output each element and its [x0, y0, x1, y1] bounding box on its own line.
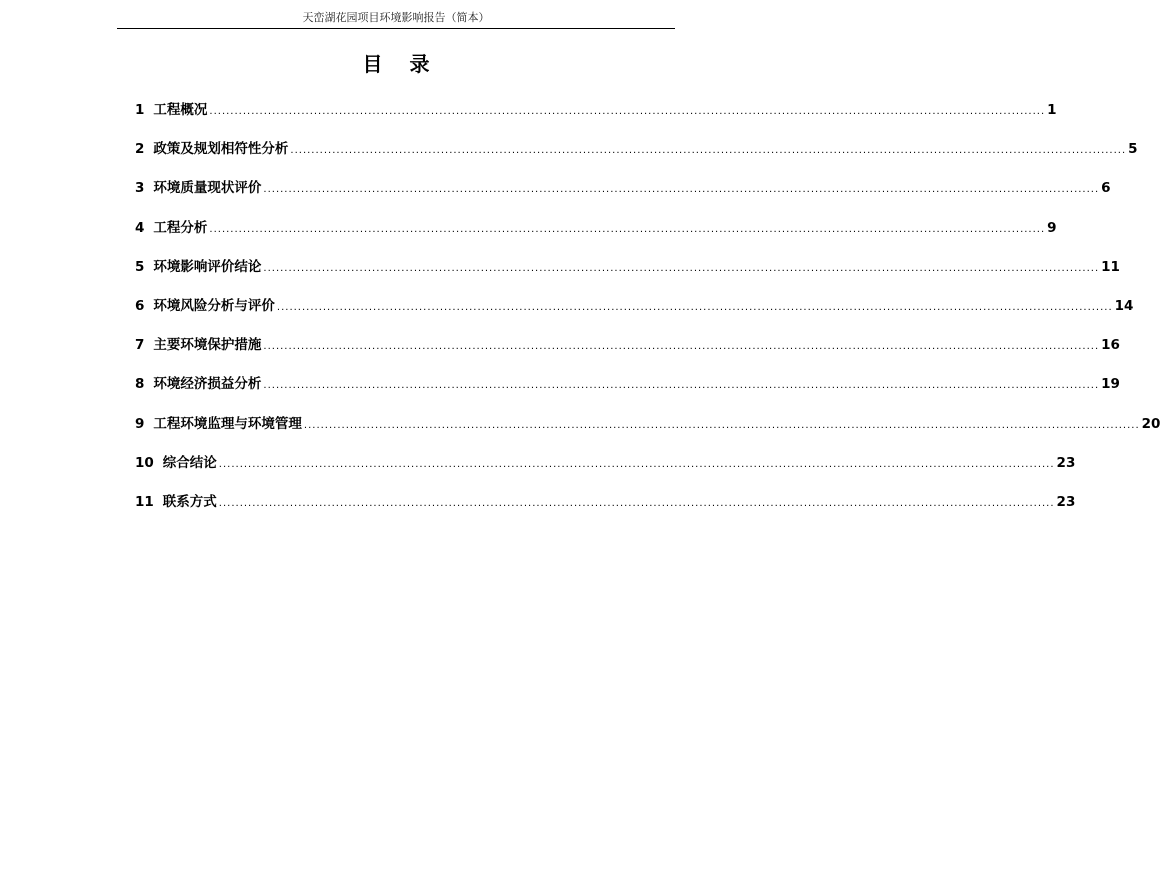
toc-entry[interactable]	[135, 333, 1120, 372]
toc-entry[interactable]	[135, 137, 1138, 176]
toc-entry-number: 10	[135, 454, 154, 471]
toc-entry-page: 20	[1141, 415, 1160, 432]
toc-entry[interactable]	[135, 294, 1134, 333]
toc-entry-title: 工程环境监理与环境管理	[153, 415, 302, 432]
toc-entry-title: 环境经济损益分析	[153, 376, 262, 393]
toc-entry-number: 4	[135, 219, 145, 236]
toc-entry-page: 19	[1101, 376, 1120, 393]
toc-entry[interactable]	[135, 98, 1057, 137]
toc-entry-number: 1	[135, 102, 145, 118]
page-header: 天峦湖花园项目环境影响报告（简本）	[117, 8, 675, 29]
toc-entry-page: 9	[1047, 219, 1057, 236]
toc-leader-dots: ........................................................................................................................................................................................................	[290, 145, 1127, 157]
toc-entry-title: 主要环境保护措施	[153, 337, 262, 354]
toc-title: 目 录	[362, 52, 440, 76]
toc-entry-title: 工程分析	[153, 219, 208, 236]
toc-leader-dots: ........................................................................................................................................................................................................	[303, 419, 1140, 431]
toc-entry-title: 环境质量现状评价	[153, 180, 262, 197]
toc-leader-dots: ........................................................................................................................................................................................................	[209, 106, 1046, 117]
toc-entry[interactable]	[135, 216, 1057, 255]
toc-leader-dots: ........................................................................................................................................................................................................	[263, 184, 1100, 196]
toc-leader-dots: ........................................................................................................................................................................................................	[263, 262, 1100, 274]
toc-entry-title: 环境影响评价结论	[153, 258, 262, 275]
toc-entry-number: 11	[135, 493, 154, 510]
toc-entry-page: 11	[1101, 258, 1120, 275]
toc-entry-page: 23	[1056, 454, 1076, 471]
toc-entry[interactable]	[135, 372, 1120, 411]
toc-entry-number: 5	[135, 258, 145, 275]
toc-entry-title: 环境风险分析与评价	[153, 297, 275, 314]
toc-entry-page: 23	[1056, 493, 1076, 510]
toc-entry-number: 8	[135, 376, 145, 393]
toc-list	[135, 98, 1160, 529]
toc-entry-page: 16	[1101, 337, 1120, 354]
toc-entry-page: 14	[1114, 297, 1134, 314]
toc-entry-number: 6	[135, 297, 145, 314]
toc-entry[interactable]	[135, 451, 1076, 490]
toc-entry-page: 6	[1101, 180, 1111, 197]
toc-leader-dots: ........................................................................................................................................................................................................	[209, 223, 1046, 235]
toc-entry[interactable]	[135, 255, 1120, 294]
toc-leader-dots: ........................................................................................................................................................................................................	[276, 301, 1113, 313]
toc-entry-title: 工程概况	[153, 102, 208, 118]
toc-entry-page: 5	[1128, 141, 1138, 158]
toc-entry-number: 7	[135, 337, 145, 354]
toc-entry[interactable]	[135, 490, 1076, 529]
toc-leader-dots: ........................................................................................................................................................................................................	[263, 341, 1100, 353]
toc-entry-number: 9	[135, 415, 145, 432]
toc-entry-number: 3	[135, 180, 145, 197]
toc-entry[interactable]	[135, 412, 1160, 451]
toc-entry-title: 联系方式	[162, 493, 217, 510]
toc-entry-title: 政策及规划相符性分析	[153, 141, 289, 158]
toc-entry-page: 1	[1047, 102, 1057, 118]
toc-entry[interactable]	[135, 176, 1111, 215]
toc-leader-dots: ........................................................................................................................................................................................................	[263, 380, 1100, 392]
toc-entry-title: 综合结论	[162, 454, 217, 471]
toc-leader-dots: ........................................................................................................................................................................................................	[218, 458, 1055, 470]
toc-entry-number: 2	[135, 141, 145, 158]
toc-leader-dots: ........................................................................................................................................................................................................	[218, 497, 1055, 509]
